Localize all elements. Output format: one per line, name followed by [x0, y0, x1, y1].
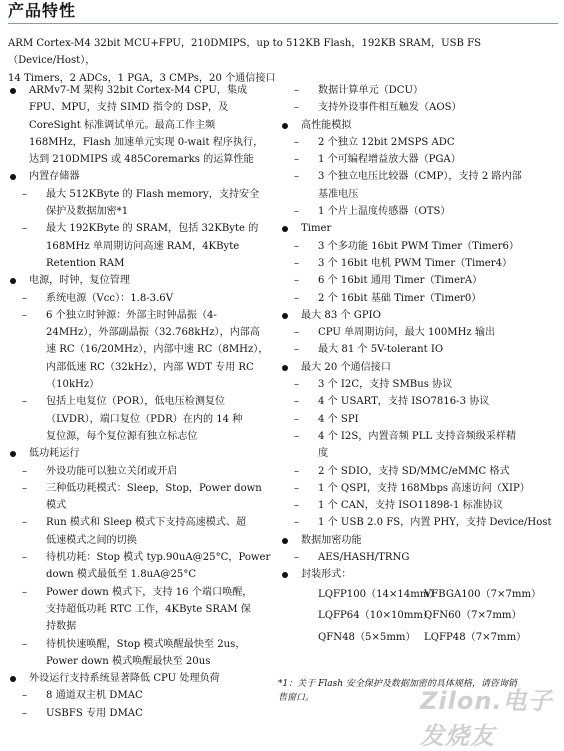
left-column	[8, 82, 276, 722]
bullet-item	[280, 359, 556, 376]
bullet-dot-icon	[10, 451, 16, 457]
dash-marker-icon: –	[294, 154, 300, 166]
item-text: 待机快速唤醒，Stop 模式唤醒最快至 2us， Power down 模式唤醒最快至 20us	[46, 638, 246, 667]
dash-marker-icon: –	[22, 396, 28, 408]
sub-item	[8, 393, 276, 445]
sub-item	[8, 636, 276, 671]
sub-item	[8, 307, 276, 393]
item-text: 3 个独立电压比较器（CMP），支持 2 路内部 基准电压	[318, 171, 522, 200]
dash-marker-icon: –	[22, 465, 28, 477]
dash-marker-icon: –	[294, 136, 300, 148]
sub-item	[280, 463, 556, 480]
watermark-logo: Zilon.电子发烧友	[420, 687, 553, 750]
bullet-item	[8, 445, 276, 462]
item-text: 数据计算单元（DCU）	[318, 85, 424, 96]
sub-item	[280, 82, 556, 99]
sub-item	[8, 514, 276, 549]
item-text: 4 个 USART，支持 ISO7816-3 协议	[318, 396, 490, 408]
item-text: 外设功能可以独立关闭或开启	[46, 465, 178, 477]
dash-marker-icon: –	[294, 102, 300, 114]
item-text: 系统电源（Vcc）：1.8-3.6V	[46, 292, 174, 304]
item-text: 支持外设事件相互触发（AOS）	[318, 102, 462, 114]
package-name: QFN48（5×5mm）	[318, 631, 416, 643]
sub-item	[280, 480, 556, 497]
item-text: 2 个独立 12bit 2MSPS ADC	[318, 136, 455, 148]
package-list	[280, 584, 556, 649]
sub-item	[280, 497, 556, 514]
dash-marker-icon: –	[294, 465, 300, 477]
item-text: USBFS 专用 DMAC	[46, 707, 143, 719]
sub-item	[280, 255, 556, 272]
footnote: *1：关于 Flash 安全保护及数据加密的具体规格，请咨询销 售窗口。	[278, 679, 517, 703]
item-text: 4 个 I2S，内置音频 PLL 支持音频级采样精 度	[318, 430, 517, 460]
dash-marker-icon: –	[294, 379, 300, 391]
sub-item	[280, 272, 556, 289]
item-text: 最大 81 个 5V-tolerant IO	[318, 344, 444, 356]
right-column	[280, 82, 556, 648]
dash-marker-icon: –	[22, 482, 28, 494]
dash-marker-icon: –	[294, 85, 300, 96]
dash-marker-icon: –	[294, 240, 300, 252]
item-text: 1 个 CAN，支持 ISO11898-1 标准协议	[318, 500, 503, 512]
item-text: Power down 模式下，支持 16 个端口唤醒， 支持超低功耗 RTC 工作，4KByte SRAM 保 持数据	[46, 586, 253, 633]
dash-marker-icon: –	[294, 500, 300, 512]
item-text: 2 个 SDIO，支持 SD/MMC/eMMC 格式	[318, 465, 510, 477]
bullet-dot-icon	[282, 572, 288, 578]
package-name: LQFP48（7×7mm）	[424, 631, 527, 643]
bullet-dot-icon	[282, 538, 288, 544]
sub-item	[8, 687, 276, 704]
sub-item	[8, 290, 276, 307]
item-text: 最大 83 个 GPIO	[301, 309, 381, 321]
item-text: 最大 192KByte 的 SRAM，包括 32KByte 的 168MHz 单周期访问高速 RAM，4KByte Retention RAM	[46, 223, 259, 269]
package-name: QFN60（7×7mm）	[424, 610, 522, 622]
item-text: 电源，时钟，复位管理	[29, 275, 130, 287]
dash-marker-icon: –	[22, 707, 28, 719]
package-name: LQFP64（10×10mm）	[318, 610, 434, 622]
sub-item	[280, 549, 556, 566]
item-text: 封装形式：	[301, 569, 352, 581]
dash-marker-icon: –	[22, 638, 28, 650]
item-text: Run 模式和 Sleep 模式下支持高速模式、超 低速模式之间的切换	[46, 517, 247, 546]
item-text: 数据加密功能	[301, 534, 362, 546]
sub-item	[8, 584, 276, 636]
sub-item	[280, 134, 556, 151]
section-title: 产品特性	[8, 1, 77, 20]
sub-item	[8, 480, 276, 515]
bullet-item	[8, 272, 276, 289]
bullet-item	[280, 566, 556, 583]
dash-marker-icon: –	[294, 327, 300, 339]
bullet-item	[8, 670, 276, 687]
package-name: LQFP100（14×14mm）	[318, 588, 440, 600]
bullet-dot-icon	[10, 88, 16, 94]
item-text: 内置存储器	[29, 171, 80, 183]
package-name: VFBGA100（7×7mm）	[424, 588, 542, 600]
bullet-item	[280, 117, 556, 134]
item-text: 低功耗运行	[29, 448, 80, 460]
title-underline	[8, 23, 558, 24]
item-text: 包括上电复位（POR），低电压检测复位 （LVDR），端口复位（PDR）在内的 14 种 复位源，每个复位源有独立标志位	[46, 396, 243, 442]
dash-marker-icon: –	[294, 396, 300, 408]
item-text: 6 个独立时钟源：外部主时钟晶振（4- 24MHz），外部副晶振（32.768kHz），内部高 速 RC（16/20MHz），内部中速 RC（8MHz）， 内部低速 RC（32kHz），内部 WDT 专用 RC （10kHz）	[46, 309, 269, 391]
item-text: 1 个可编程增益放大器（PGA）	[318, 154, 461, 166]
sub-item	[280, 168, 556, 203]
item-text: Timer	[301, 223, 332, 235]
sub-item	[8, 220, 276, 272]
item-text: 8 通道双主机 DMAC	[46, 690, 143, 702]
dash-marker-icon: –	[22, 309, 28, 321]
dash-marker-icon: –	[294, 275, 300, 287]
item-text: 高性能模拟	[301, 119, 352, 131]
bullet-dot-icon	[282, 313, 288, 319]
dash-marker-icon: –	[294, 552, 300, 564]
dash-marker-icon: –	[294, 171, 300, 183]
dash-marker-icon: –	[22, 586, 28, 598]
bullet-dot-icon	[282, 123, 288, 129]
dash-marker-icon: –	[22, 517, 28, 529]
sub-item	[8, 186, 276, 221]
dash-marker-icon: –	[294, 257, 300, 269]
sub-item	[8, 705, 276, 722]
item-text: 1 个片上温度传感器（OTS）	[318, 206, 451, 218]
sub-item	[280, 428, 556, 463]
dash-marker-icon: –	[22, 552, 28, 564]
item-text: 3 个 I2C，支持 SMBus 协议	[318, 379, 453, 391]
sub-item	[280, 324, 556, 341]
dash-marker-icon: –	[294, 430, 300, 442]
sub-item	[280, 376, 556, 393]
item-text: 最大 20 个通信接口	[301, 361, 391, 373]
bullet-dot-icon	[10, 278, 16, 284]
bullet-item	[8, 168, 276, 185]
dash-marker-icon: –	[294, 292, 300, 304]
bullet-dot-icon	[10, 676, 16, 682]
item-text: 外设运行支持系统显著降低 CPU 处理负荷	[29, 673, 220, 685]
item-text: 4 个 SPI	[318, 413, 359, 425]
dash-marker-icon: –	[294, 413, 300, 425]
intro-summary: ARM Cortex-M4 32bit MCU+FPU，210DMIPS，up to 512KB Flash，192KB SRAM，USB FS（Device/Host）， 14 Timers，2 ADCs，1 PGA，3 CMPs，20 个通信接口	[8, 38, 482, 84]
item-text: ARMv7-M 架构 32bit Cortex-M4 CPU，集成 FPU、MPU，支持 SIMD 指令的 DSP，及 CoreSight 标准调试单元。最高工作主频 168MHz，Flash 加速单元实现 0-wait 程序执行， 达到 210DMIPS 或 485Coremarks 的运算性能	[29, 85, 264, 166]
bullet-item	[280, 220, 556, 237]
sub-item	[280, 238, 556, 255]
bullet-item	[280, 532, 556, 549]
sub-item	[280, 99, 556, 116]
dash-marker-icon: –	[22, 690, 28, 702]
item-text: AES/HASH/TRNG	[318, 552, 410, 564]
bullet-item	[8, 82, 276, 168]
sub-item	[280, 151, 556, 168]
item-text: 1 个 QSPI，支持 168Mbps 高速访问（XIP）	[318, 482, 530, 494]
sub-item	[280, 514, 556, 531]
item-text: CPU 单周期访问，最大 100MHz 输出	[318, 327, 496, 339]
sub-item	[8, 549, 276, 584]
item-text: 6 个 16bit 通用 Timer（TimerA）	[318, 275, 483, 287]
bullet-item	[280, 307, 556, 324]
bullet-dot-icon	[282, 365, 288, 371]
item-text: 1 个 USB 2.0 FS，内置 PHY，支持 Device/Host	[318, 517, 552, 529]
item-text: 待机功耗：Stop 模式 typ.90uA@25°C，Power down 模式最低至 1.8uA@25°C	[46, 552, 271, 581]
sub-item	[280, 393, 556, 410]
item-text: 2 个 16bit 基础 Timer（Timer0）	[318, 292, 482, 304]
sub-item	[280, 290, 556, 307]
item-text: 3 个多功能 16bit PWM Timer（Timer6）	[318, 240, 519, 252]
dash-marker-icon: –	[22, 223, 28, 235]
dash-marker-icon: –	[294, 344, 300, 356]
sub-item	[280, 341, 556, 358]
dash-marker-icon: –	[294, 517, 300, 529]
dash-marker-icon: –	[22, 188, 28, 200]
item-text: 三种低功耗模式：Sleep，Stop，Power down 模式	[46, 482, 262, 512]
item-text: 最大 512KByte 的 Flash memory，支持安全 保护及数据加密*1	[46, 188, 260, 218]
item-text: 3 个 16bit 电机 PWM Timer（Timer4）	[318, 257, 513, 269]
sub-item	[8, 463, 276, 480]
dash-marker-icon: –	[294, 482, 300, 494]
bullet-dot-icon	[10, 174, 16, 180]
sub-item	[280, 411, 556, 428]
dash-marker-icon: –	[294, 206, 300, 218]
bullet-dot-icon	[282, 226, 288, 232]
dash-marker-icon: –	[22, 292, 28, 304]
sub-item	[280, 203, 556, 220]
